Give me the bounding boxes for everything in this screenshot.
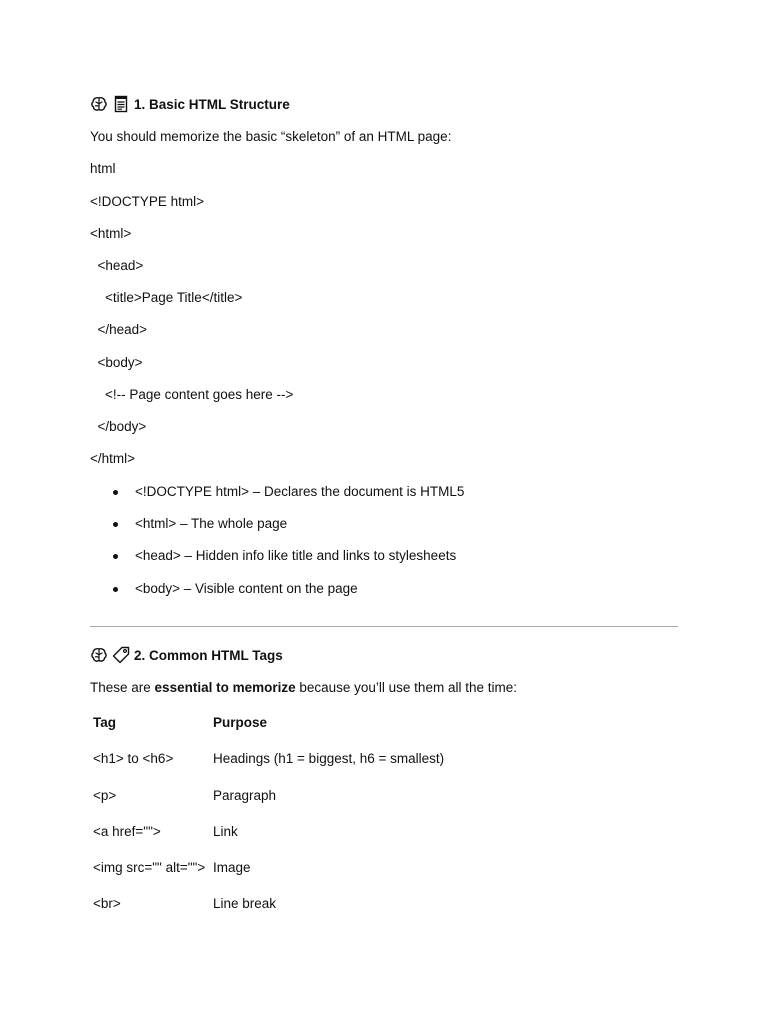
- section-1-intro: You should memorize the basic “skeleton” of an HTML page:: [90, 129, 452, 144]
- table-cell-tag: <p>: [93, 788, 117, 803]
- code-line: </body>: [90, 419, 147, 434]
- code-language-label: html: [90, 161, 116, 176]
- brain-icon: [90, 95, 108, 113]
- table-cell-purpose: Line break: [213, 896, 277, 911]
- code-line: </head>: [90, 322, 148, 337]
- section-2-title: 2. Common HTML Tags: [134, 647, 283, 663]
- tag-icon: [112, 646, 130, 664]
- code-line: <title>Page Title</title>: [90, 290, 243, 305]
- table-header-tag: Tag: [93, 715, 116, 730]
- code-line: <head>: [90, 258, 144, 273]
- brain-icon: [90, 646, 108, 664]
- table-cell-tag: <br>: [93, 896, 121, 911]
- table-cell-tag: <img src="" alt="">: [93, 860, 206, 875]
- list-item: [114, 483, 465, 501]
- horizontal-divider: [90, 626, 678, 627]
- code-line: </html>: [90, 451, 136, 466]
- section-1-title: 1. Basic HTML Structure: [134, 96, 290, 112]
- section-2-heading: [90, 646, 283, 664]
- list-item: [114, 580, 358, 598]
- table-cell-purpose: Paragraph: [213, 788, 277, 803]
- table-header-purpose: Purpose: [213, 715, 268, 730]
- code-line: <body>: [90, 355, 143, 370]
- table-cell-purpose: Link: [213, 824, 238, 839]
- table-cell-purpose: Image: [213, 860, 251, 875]
- list-item-text: <head> – Hidden info like title and links to stylesheets: [135, 548, 457, 563]
- code-line: <!DOCTYPE html>: [90, 194, 205, 209]
- section-2-intro: [90, 679, 517, 697]
- page-icon: [112, 95, 130, 113]
- code-line: <html>: [90, 226, 132, 241]
- code-line: <!-- Page content goes here -->: [90, 387, 294, 402]
- intro-text: because you’ll use them all the time:: [295, 680, 517, 695]
- intro-emphasis: essential to memorize: [154, 680, 296, 695]
- list-item-text: <html> – The whole page: [135, 516, 288, 531]
- table-cell-tag: <a href="">: [93, 824, 161, 839]
- list-item-text: <!DOCTYPE html> – Declares the document is HTML5: [135, 484, 465, 499]
- list-item: [114, 515, 288, 533]
- list-item: [114, 547, 457, 565]
- table-cell-purpose: Headings (h1 = biggest, h6 = smallest): [213, 751, 445, 766]
- table-cell-tag: <h1> to <h6>: [93, 751, 174, 766]
- intro-text: These are: [90, 680, 155, 695]
- section-1-heading: [90, 95, 290, 113]
- list-item-text: <body> – Visible content on the page: [135, 581, 358, 596]
